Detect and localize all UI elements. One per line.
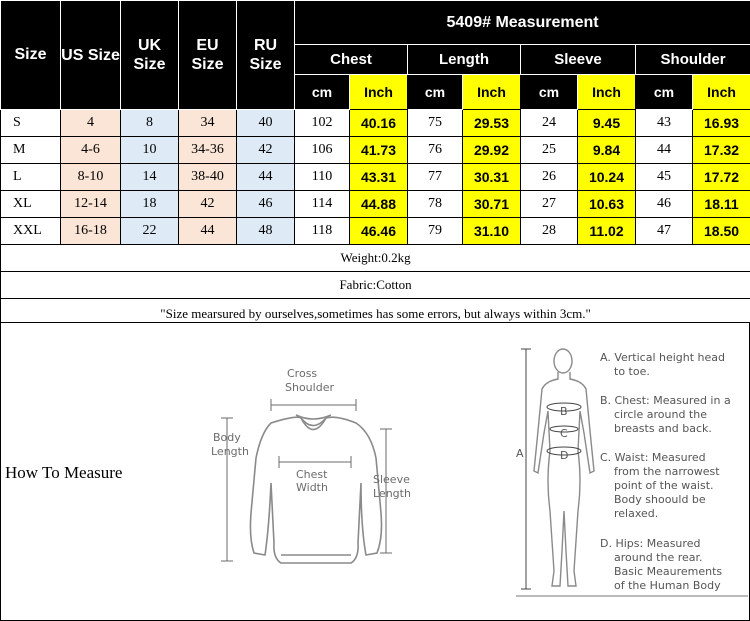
header-us-size: US Size [61, 1, 121, 110]
uk-size-cell: 8 [121, 110, 179, 137]
header-uk-size: UK Size [121, 1, 179, 110]
eu-size-cell: 38-40 [179, 164, 237, 191]
header-eu-size: EU Size [179, 1, 237, 110]
marker-c: C [560, 427, 568, 440]
unit-cm: cm [636, 75, 693, 110]
eu-size-cell: 42 [179, 191, 237, 218]
unit-cm: cm [521, 75, 578, 110]
sleeve-cm-cell: 26 [521, 164, 578, 191]
ru-size-cell: 46 [237, 191, 295, 218]
length-inch-cell: 30.31 [463, 164, 521, 191]
chest-inch-cell: 46.46 [350, 218, 408, 245]
chest-inch-cell: 40.16 [350, 110, 408, 137]
eu-size-cell: 34-36 [179, 137, 237, 164]
header-sleeve: Sleeve [521, 45, 636, 75]
header-ru-size: RU Size [237, 1, 295, 110]
sleeve-length-label-2: Length [373, 487, 411, 500]
shoulder-inch-cell: 18.50 [693, 218, 750, 245]
sleeve-cm-cell: 25 [521, 137, 578, 164]
shoulder-inch-cell: 17.72 [693, 164, 750, 191]
measure-lines [521, 349, 581, 589]
unit-inch: Inch [693, 75, 750, 110]
chest-width-label-1: Chest [296, 468, 328, 481]
note-c-line-5: relaxed. [614, 507, 659, 520]
header-shoulder: Shoulder [636, 45, 750, 75]
shoulder-inch-cell: 17.32 [693, 137, 750, 164]
shoulder-inch-cell: 16.93 [693, 110, 750, 137]
length-cm-cell: 75 [408, 110, 463, 137]
sleeve-cm-cell: 27 [521, 191, 578, 218]
header-measurement-title: 5409# Measurement [295, 1, 750, 45]
note-d-line-1: D. Hips: Measured [600, 537, 701, 550]
size-cell: XXL [1, 218, 61, 245]
body-length-label-2: Length [211, 445, 249, 458]
ru-size-cell: 40 [237, 110, 295, 137]
length-inch-cell: 30.71 [463, 191, 521, 218]
note-b-line-1: B. Chest: Measured in a [600, 394, 731, 407]
shoulder-cm-cell: 45 [636, 164, 693, 191]
ru-size-cell: 42 [237, 137, 295, 164]
marker-a: A [516, 447, 524, 460]
us-size-cell: 16-18 [61, 218, 121, 245]
unit-cm: cm [408, 75, 463, 110]
size-cell: M [1, 137, 61, 164]
uk-size-cell: 14 [121, 164, 179, 191]
fabric-row: Fabric:Cotton [1, 272, 750, 299]
ru-size-cell: 48 [237, 218, 295, 245]
sleeve-length-label-1: Sleeve [373, 473, 410, 486]
us-size-cell: 4 [61, 110, 121, 137]
sleeve-cm-cell: 24 [521, 110, 578, 137]
garment-measure-diagram [201, 363, 431, 593]
shoulder-cm-cell: 47 [636, 218, 693, 245]
size-cell: S [1, 110, 61, 137]
note-a-line-2: to toe. [614, 365, 650, 378]
human-body-icon [534, 349, 594, 586]
body-length-label-1: Body [213, 431, 241, 444]
chest-inch-cell: 44.88 [350, 191, 408, 218]
unit-inch: Inch [463, 75, 521, 110]
us-size-cell: 12-14 [61, 191, 121, 218]
body-measure-diagram [516, 341, 748, 611]
unit-inch: Inch [578, 75, 636, 110]
length-inch-cell: 29.92 [463, 137, 521, 164]
table-row [1, 191, 750, 218]
length-inch-cell: 29.53 [463, 110, 521, 137]
shoulder-inch-cell: 18.11 [693, 191, 750, 218]
unit-inch: Inch [350, 75, 408, 110]
shoulder-cm-cell: 44 [636, 137, 693, 164]
us-size-cell: 4-6 [61, 137, 121, 164]
chest-cm-cell: 118 [295, 218, 350, 245]
note-d-line-4: of the Human Body [614, 579, 721, 592]
note-d-line-2: around the rear. [614, 551, 703, 564]
us-size-cell: 8-10 [61, 164, 121, 191]
table-row [1, 110, 750, 137]
chest-cm-cell: 110 [295, 164, 350, 191]
marker-d: D [560, 449, 569, 462]
sleeve-inch-cell: 9.45 [578, 110, 636, 137]
cross-shoulder-arrow [271, 399, 356, 411]
unit-cm: cm [295, 75, 350, 110]
chest-cm-cell: 106 [295, 137, 350, 164]
shoulder-cm-cell: 43 [636, 110, 693, 137]
shoulder-cm-cell: 46 [636, 191, 693, 218]
sleeve-cm-cell: 28 [521, 218, 578, 245]
uk-size-cell: 10 [121, 137, 179, 164]
chest-inch-cell: 43.31 [350, 164, 408, 191]
note-d-line-3: Basic Meaurements [614, 565, 723, 578]
chest-inch-cell: 41.73 [350, 137, 408, 164]
marker-b: B [560, 405, 568, 418]
size-cell: L [1, 164, 61, 191]
sleeve-inch-cell: 9.84 [578, 137, 636, 164]
sleeve-inch-cell: 10.24 [578, 164, 636, 191]
cross-shoulder-label-2: Shoulder [285, 381, 334, 394]
uk-size-cell: 22 [121, 218, 179, 245]
note-c-line-1: C. Waist: Measured [600, 451, 706, 464]
uk-size-cell: 18 [121, 191, 179, 218]
length-cm-cell: 78 [408, 191, 463, 218]
header-chest: Chest [295, 45, 408, 75]
how-to-measure-panel [0, 322, 750, 621]
length-cm-cell: 76 [408, 137, 463, 164]
cross-shoulder-label-1: Cross [287, 367, 318, 380]
length-cm-cell: 79 [408, 218, 463, 245]
header-size: Size [1, 1, 61, 110]
size-cell: XL [1, 191, 61, 218]
weight-row: Weight:0.2kg [1, 245, 750, 272]
how-to-measure-label: How To Measure [5, 463, 123, 482]
header-length: Length [408, 45, 521, 75]
sleeve-inch-cell: 10.63 [578, 191, 636, 218]
note-b-line-2: circle around the [614, 408, 707, 421]
note-c-line-4: Body shoould be [614, 493, 706, 506]
chest-cm-cell: 102 [295, 110, 350, 137]
eu-size-cell: 34 [179, 110, 237, 137]
eu-size-cell: 44 [179, 218, 237, 245]
chest-cm-cell: 114 [295, 191, 350, 218]
size-note-row: "Size mearsured by ourselves,sometimes has some errors, but always within 3cm." [1, 299, 750, 329]
chest-width-label-2: Width [296, 481, 328, 494]
note-c-line-3: point of the waist. [614, 479, 714, 492]
chest-width-arrow [279, 456, 351, 468]
table-row [1, 164, 750, 191]
ru-size-cell: 44 [237, 164, 295, 191]
note-a-line-1: A. Vertical height head [600, 351, 726, 364]
length-inch-cell: 31.10 [463, 218, 521, 245]
table-row [1, 218, 750, 245]
sleeve-inch-cell: 11.02 [578, 218, 636, 245]
length-cm-cell: 77 [408, 164, 463, 191]
note-b-line-3: breasts and back. [614, 422, 712, 435]
note-c-line-2: from the narrowest [614, 465, 720, 478]
table-row [1, 137, 750, 164]
